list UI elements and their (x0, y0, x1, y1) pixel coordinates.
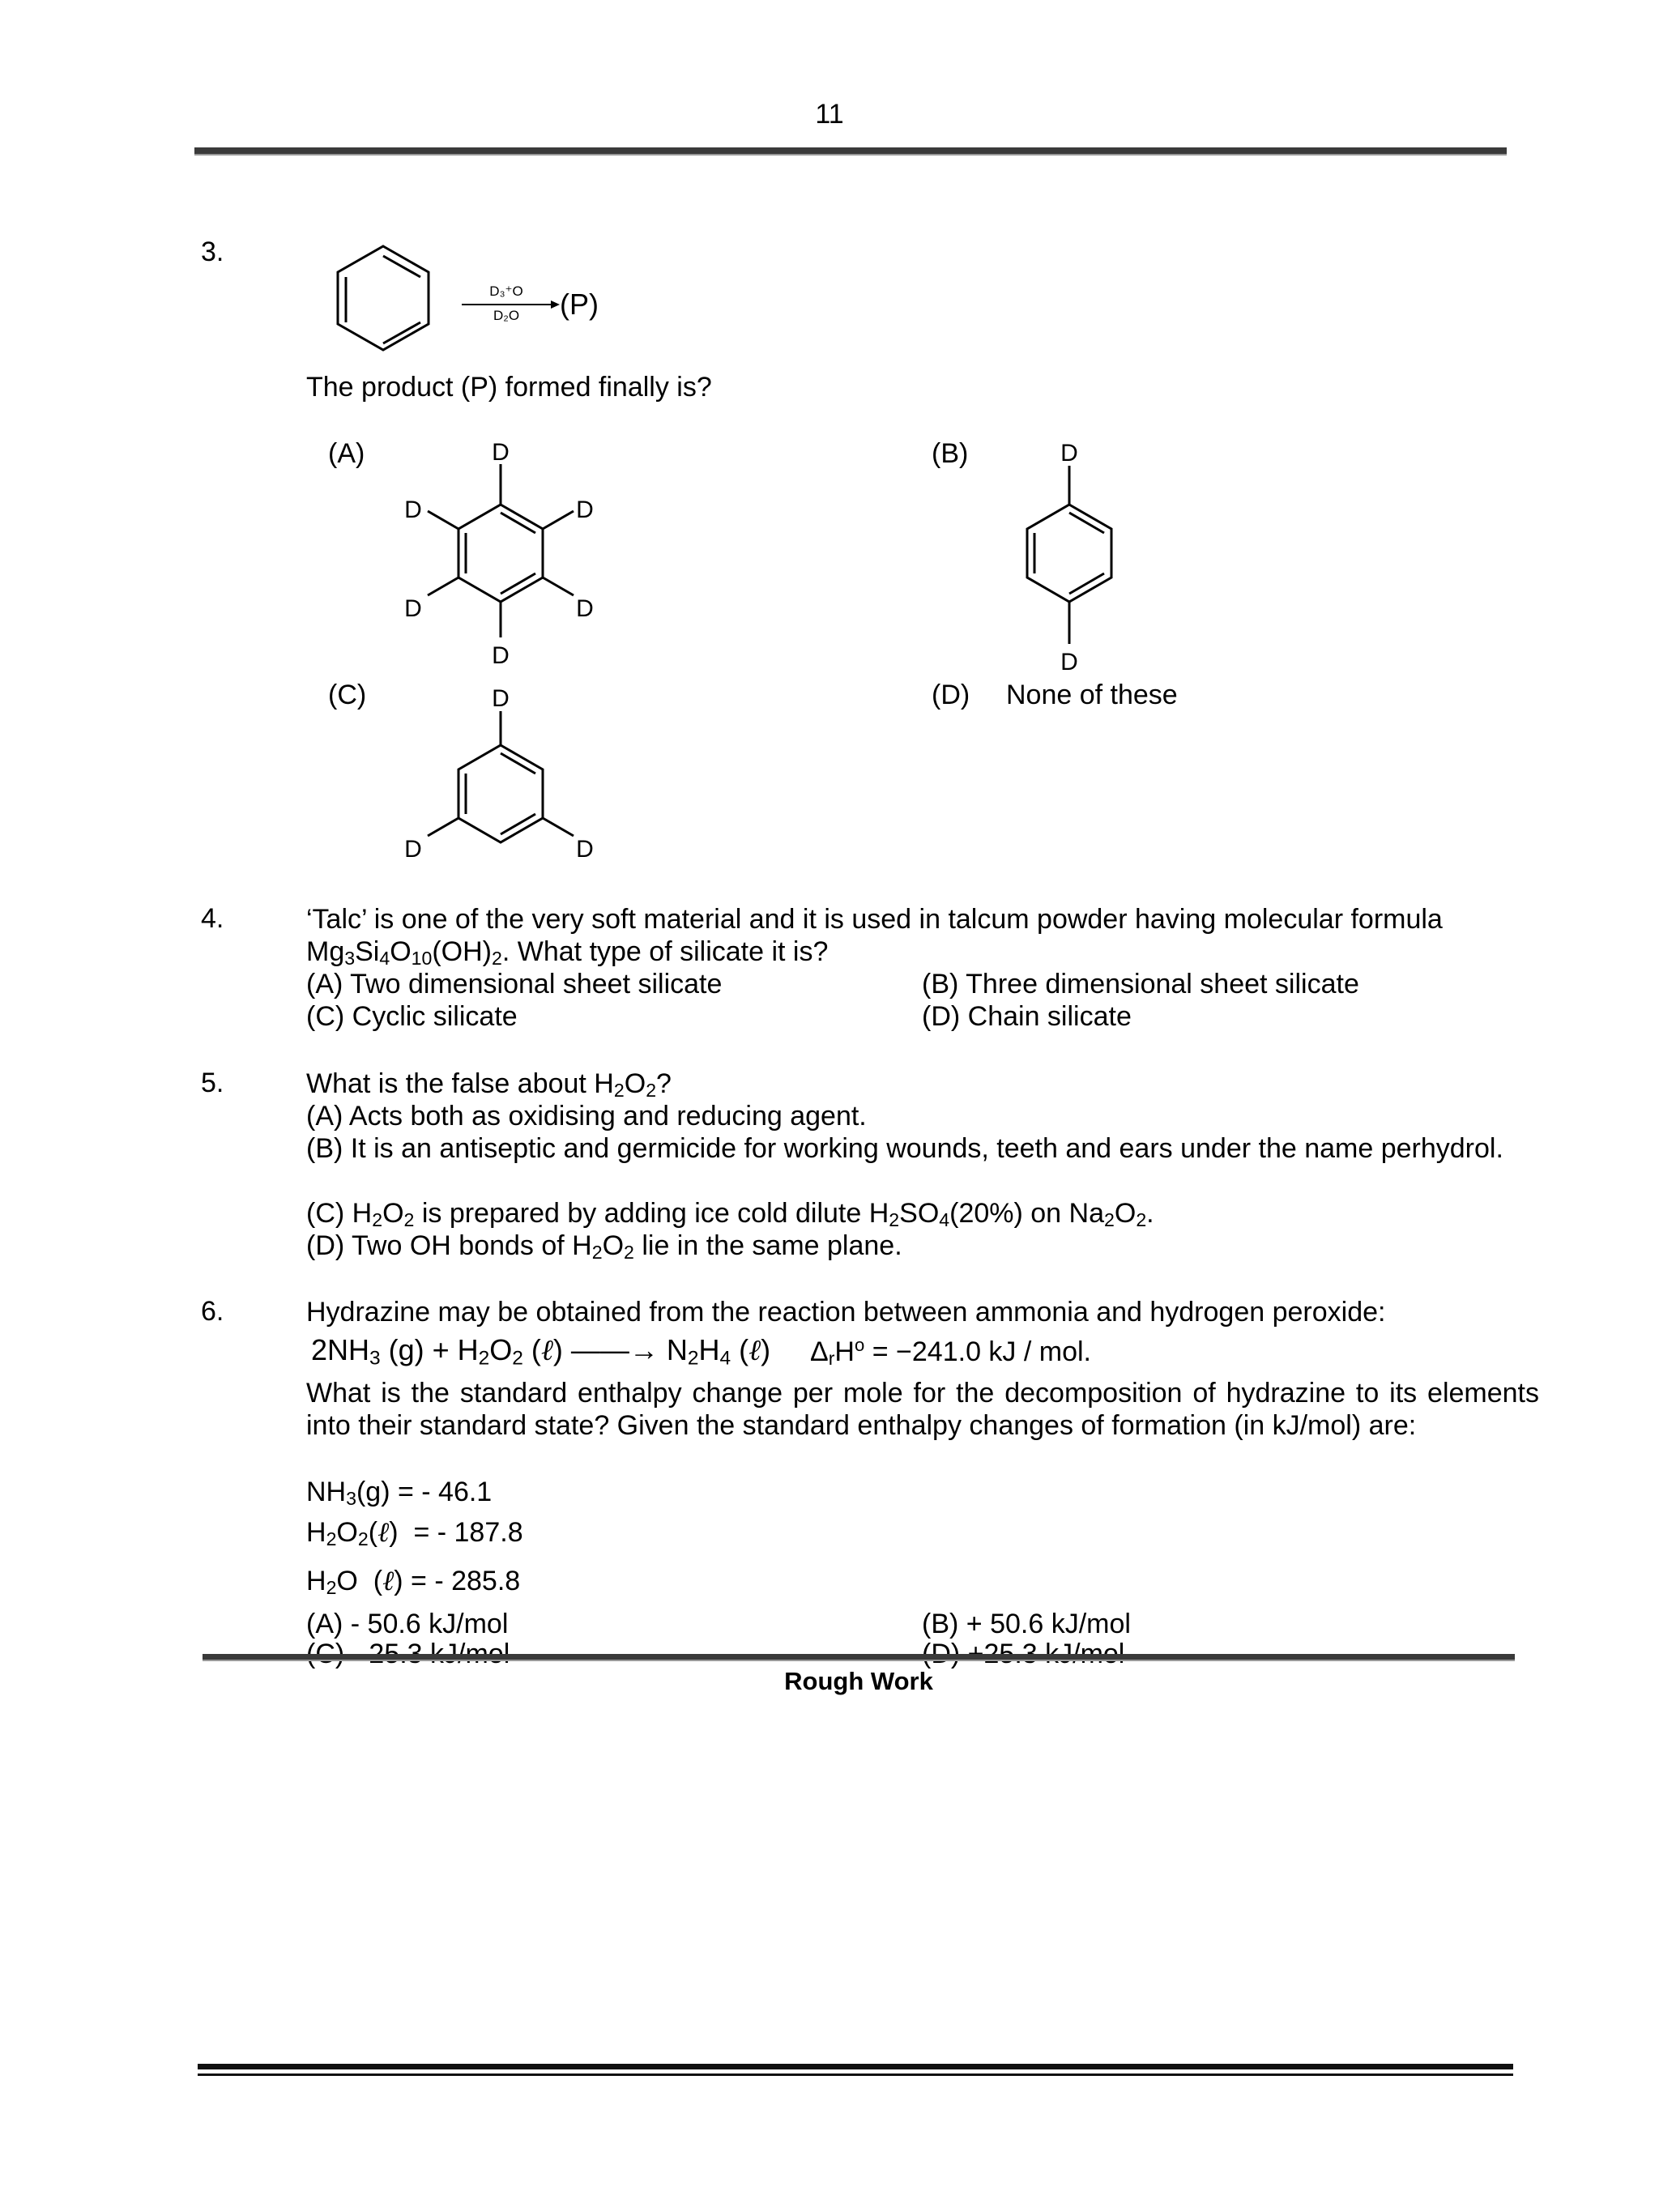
q6-enthalpy: $\Delta_rH^o = -241.0$ kJ / mol. (810, 1334, 1091, 1370)
atom-d: D (492, 439, 510, 466)
bottom-rule-thin (198, 2073, 1513, 2076)
q6-option-a: (A) - 50.6 kJ/mol (306, 1609, 509, 1639)
q6-number: 6. (201, 1296, 224, 1327)
atom-d: D (576, 836, 594, 863)
q3-option-b-label: (B) (932, 438, 969, 469)
q3-option-a-structure (389, 433, 632, 676)
q5-option-d: (D) Two OH bonds of $H_2O_2$ lie in the same plane. (306, 1230, 902, 1264)
atom-d: D (1060, 649, 1078, 676)
page-number: 11 (815, 99, 844, 130)
top-rule (194, 147, 1507, 156)
q3-option-c-label: (C) (328, 680, 367, 710)
product-label: (P) (560, 288, 599, 321)
q6-option-b: (B) + 50.6 kJ/mol (922, 1609, 1131, 1639)
q6-h2o-value: $H_2O$ (ℓ) = - 285.8 (306, 1565, 521, 1599)
q3-question: The product (P) formed finally is? (306, 372, 712, 403)
q5-question: What is the false about $H_2O_2$? (306, 1068, 672, 1102)
q6-question: What is the standard enthalpy change per mole for the decomposition of hydrazine to its elements into their standard state? Given the standard enthalpy changes of formation (in kJ/mol) are: (306, 1378, 1539, 1441)
rough-work-rule (203, 1654, 1515, 1661)
rough-work-heading: Rough Work (784, 1667, 933, 1695)
q3-option-d-label: (D) (932, 680, 970, 710)
q3-reaction-scheme (328, 243, 620, 356)
atom-d: D (404, 836, 422, 863)
q4-option-a: (A) Two dimensional sheet silicate (306, 969, 723, 999)
q4-option-b: (B) Three dimensional sheet silicate (922, 969, 1359, 999)
q3-number: 3. (201, 237, 224, 267)
q5-number: 5. (201, 1068, 224, 1098)
q4-number: 4. (201, 903, 224, 934)
q4-question-line1: ‘Talc’ is one of the very soft material and it is used in talcum powder having molecular formula (306, 904, 1443, 935)
q5-option-c: (C) $H_2O_2$ is prepared by adding ice cold dilute $H_2SO_4(20\%)$ on $Na_2O_2$. (306, 1198, 1154, 1231)
atom-d: D (404, 595, 422, 622)
atom-d: D (404, 497, 422, 523)
atom-d: D (576, 497, 594, 523)
atom-d: D (492, 642, 510, 669)
q5-option-a: (A) Acts both as oxidising and reducing agent. (306, 1101, 867, 1132)
q3-option-a-label: (A) (328, 438, 365, 469)
atom-d: D (492, 685, 510, 712)
q4-option-d: (D) Chain silicate (922, 1001, 1132, 1032)
atom-d: D (1060, 440, 1078, 467)
q5-option-b: (B) It is an antiseptic and germicide for working wounds, teeth and ears under the name perhydrol. (306, 1133, 1503, 1164)
q3-option-c-structure (389, 679, 632, 865)
bottom-rule-thick (198, 2064, 1513, 2069)
q6-intro: Hydrazine may be obtained from the reaction between ammonia and hydrogen peroxide: (306, 1297, 1386, 1328)
q6-nh3-value: $NH_3(g)$ = - 46.1 (306, 1477, 493, 1510)
q3-option-d-text: None of these (1006, 680, 1178, 710)
q4-question-line2: $Mg_3Si_4O_{10}(OH)_2$. What type of silicate it is? (306, 936, 829, 970)
benzene-ring-icon (338, 246, 429, 350)
q3-option-b-structure (972, 433, 1166, 684)
atom-d: D (576, 595, 594, 622)
reagent-top: D₃⁺O (489, 283, 523, 299)
q6-reaction-equation: $2NH_3$ $(g) + H_2O_2$ (ℓ) ——→ $N_2H_4$ (ℓ) (311, 1333, 771, 1370)
q6-h2o2-value: $H_2O_2(\ell)$ = - 187.8 (306, 1516, 523, 1550)
q4-option-c: (C) Cyclic silicate (306, 1001, 518, 1032)
reagent-bottom: D₂O (493, 308, 520, 323)
